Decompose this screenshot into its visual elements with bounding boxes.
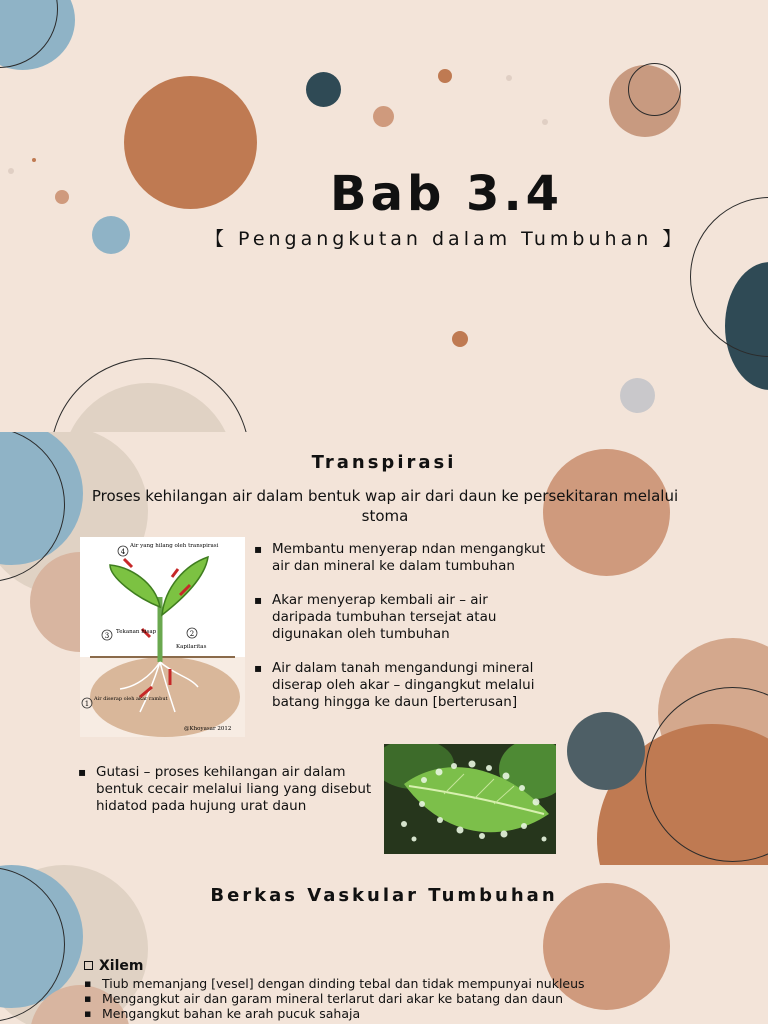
diagram-num: 3 xyxy=(104,632,110,640)
xilem-list xyxy=(84,976,585,1021)
diagram-credit: @Khoyasar 2012 xyxy=(184,726,232,732)
decor-ring xyxy=(50,358,250,432)
decor-ring xyxy=(628,63,681,116)
decor-circle xyxy=(620,378,655,413)
diagram-label: Tekanan hisap xyxy=(116,629,157,635)
xilem-title-text: Xilem xyxy=(99,958,144,974)
list-item: ▪ Membantu menyerap ndan mengangkut air dan mineral ke dalam tumbuhan xyxy=(254,541,549,575)
list-item: ▪ Gutasi – proses kehilangan air dalam bentuk cecair melalui liang yang disebut hidatod pada hujung urat daun xyxy=(78,764,378,815)
definition-text: Proses kehilangan air dalam bentuk wap air dari daun ke persekitaran melalui stoma xyxy=(91,487,679,525)
plant-transpiration-diagram xyxy=(80,537,245,737)
decor-circle xyxy=(306,72,341,107)
diagram-num: 2 xyxy=(189,630,195,638)
bullet-list xyxy=(78,764,378,832)
decor-circle xyxy=(92,216,130,254)
xilem-heading xyxy=(84,958,143,974)
section-heading: Berkas Vaskular Tumbuhan xyxy=(210,885,558,906)
decor-circle xyxy=(452,331,468,347)
leaf-photo-svg xyxy=(384,744,556,854)
decor-circle xyxy=(542,119,548,125)
decor-circle xyxy=(55,190,69,204)
diagram-label: Kapilaritas xyxy=(176,644,207,650)
guttation-leaf-photo xyxy=(384,744,556,854)
diagram-label: Air yang hilang oleh transpirasi xyxy=(130,543,219,549)
decor-circle xyxy=(8,168,14,174)
list-item: ▪ Air dalam tanah mengandungi mineral diserap oleh akar – dingangkut melalui batang hingga ke daun [berterusan] xyxy=(254,660,549,711)
decor-circle xyxy=(32,158,36,162)
list-item: ▪ Mengangkut bahan ke arah pucuk sahaja xyxy=(84,1006,585,1021)
title-slide xyxy=(0,0,768,432)
diagram-label: Air diserap oleh akar rambut xyxy=(94,696,168,702)
plant-diagram-svg xyxy=(80,537,245,737)
checkbox-bullet-icon xyxy=(84,961,93,970)
decor-circle xyxy=(438,69,452,83)
diagram-num: 4 xyxy=(120,548,126,556)
decor-circle xyxy=(506,75,512,81)
decor-circle xyxy=(124,76,257,209)
decor-ring xyxy=(690,197,768,357)
list-item: ▪ Mengangkut air dan garam mineral terlarut dari akar ke batang dan daun xyxy=(84,991,585,1006)
page-title: Bab 3.4 xyxy=(330,166,564,222)
decor-circle xyxy=(567,712,645,790)
decor-circle xyxy=(373,106,394,127)
page-subtitle: 【 Pengangkutan dalam Tumbuhan 】 xyxy=(205,228,686,250)
diagram-num: 1 xyxy=(84,700,90,708)
list-item: ▪ Tiub memanjang [vesel] dengan dinding tebal dan tidak mempunyai nukleus xyxy=(84,976,585,991)
bullet-list xyxy=(254,541,549,728)
section-heading: Transpirasi xyxy=(311,452,457,473)
list-item: ▪ Akar menyerap kembali air – air daripada tumbuhan tersejat atau digunakan oleh tumbuhan xyxy=(254,592,549,643)
